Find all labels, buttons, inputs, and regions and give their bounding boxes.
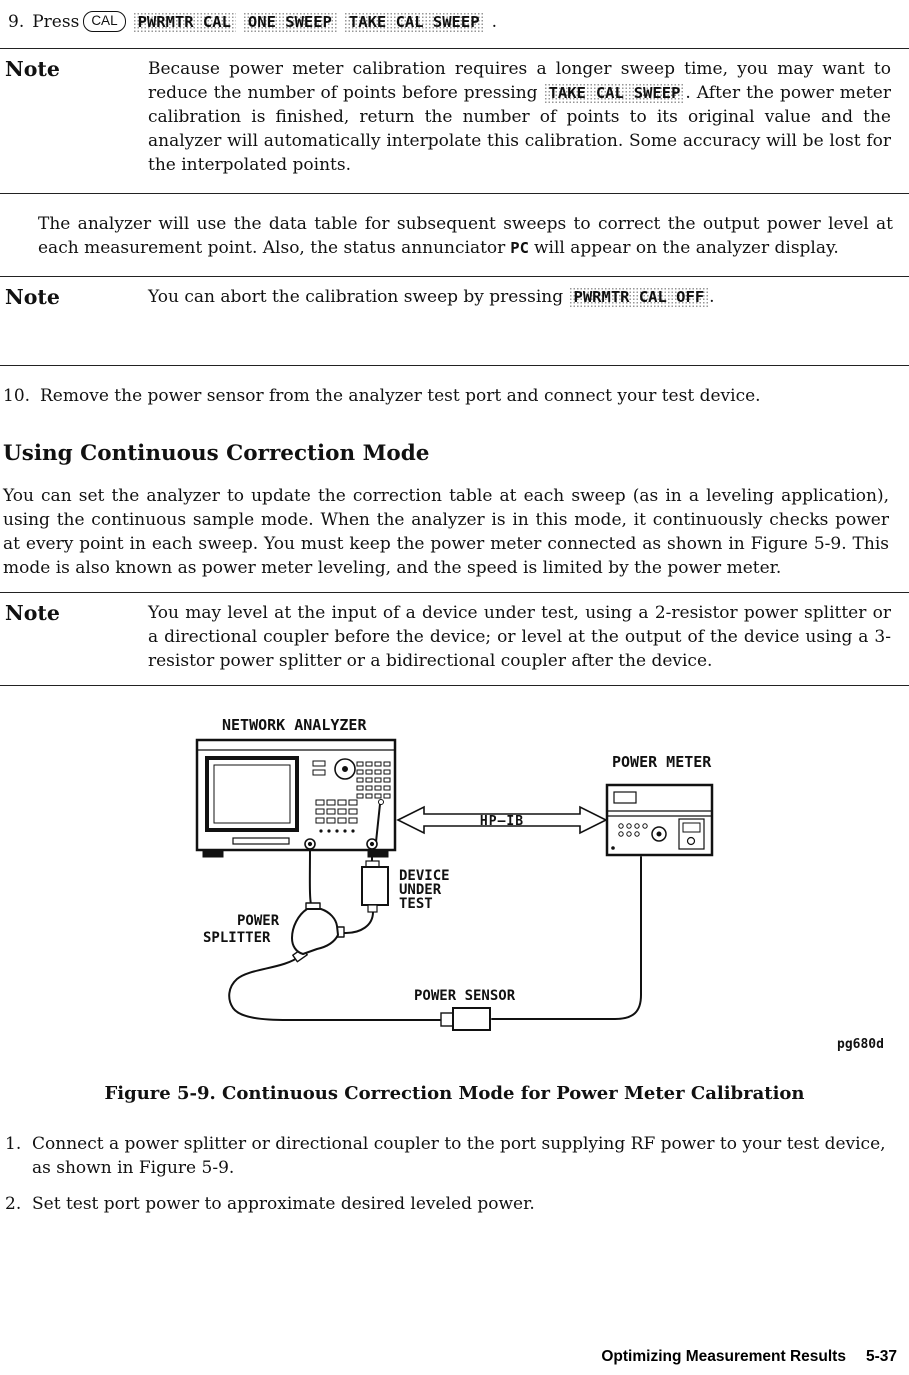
pc-annunciator-code: PC: [510, 239, 529, 257]
note-1-text-after: . After the power meter calibration is finished, return the number of points to its original value and the analyzer will automatically interpolate this calibration. Some accuracy will be lost for the interpolated points.: [148, 83, 891, 175]
hpib-arrow: [398, 807, 606, 833]
step-9: [8, 10, 897, 34]
softkey-one-sweep: ONE SWEEP: [243, 12, 337, 33]
divider: [0, 365, 909, 366]
softkey-take-cal-sweep: TAKE CAL SWEEP: [344, 12, 485, 33]
step-9-period: .: [491, 12, 497, 32]
divider: [0, 48, 909, 49]
power-meter-label: POWER METER: [612, 753, 712, 771]
note-block-2: [0, 285, 909, 309]
footer-chapter-title: Optimizing Measurement Results: [601, 1348, 846, 1365]
note-3-body: You may level at the input of a device under test, using a 2-resistor power splitter or a directional coupler before the device; or level at the output of the device using a 3-resistor power splitter or a bidirectional coupler after the device.: [148, 603, 891, 671]
note-1-label: Note: [5, 57, 60, 81]
note-2-body: [148, 285, 909, 309]
footer-page-number: 5-37: [865, 1348, 897, 1365]
note-block-1: [0, 57, 909, 177]
power-meter-drawing: [607, 785, 712, 855]
bottom-steps: [0, 1132, 909, 1216]
divider: [0, 685, 909, 686]
step-9-number: 9.: [8, 12, 25, 32]
step-10: [0, 384, 909, 408]
section-paragraph: You can set the analyzer to update the correction table at each sweep (as in a leveling application), using the continuous sample mode. When the analyzer is in this mode, it continuously checks power at every point in each sweep. You must keep the power meter connected as shown in Figure 5-9. This mode is also known as power meter leveling, and the speed is limited by the power meter.: [3, 486, 889, 578]
manual-page: [0, 10, 909, 1365]
cable-dut-to-splitter: [342, 912, 373, 933]
note-2-text-after: .: [709, 287, 715, 307]
power-splitter-drawing: [292, 903, 344, 962]
cable-port-to-splitter: [310, 850, 312, 908]
power-sensor-drawing: [441, 1008, 490, 1030]
paragraph-data-table-after: will appear on the analyzer display.: [533, 238, 839, 258]
note-block-3: [0, 601, 909, 673]
divider: [0, 592, 909, 593]
dut-label-line-3: TEST: [399, 896, 433, 912]
list-item-number: 2.: [5, 1194, 22, 1214]
power-sensor-label: POWER SENSOR: [414, 988, 516, 1004]
cable-splitter-to-sensor: [229, 956, 440, 1020]
paragraph-data-table: [38, 212, 893, 260]
network-analyzer-drawing: [197, 740, 395, 857]
paragraph-data-table-before: The analyzer will use the data table for subsequent sweeps to correct the output power level at each measurement point. Also, the status annunciator: [38, 214, 893, 258]
hpib-label: HP—IB: [479, 814, 525, 829]
softkey-take-cal-sweep-note: TAKE CAL SWEEP: [544, 83, 686, 104]
network-analyzer-label: NETWORK ANALYZER: [222, 716, 367, 734]
power-splitter-label-line-1: POWER: [237, 913, 280, 929]
figure-caption: Figure 5-9. Continuous Correction Mode for Power Meter Calibration: [104, 1083, 805, 1104]
figure-5-9: [0, 712, 909, 1064]
note-1-body: [148, 57, 909, 177]
section-heading: Using Continuous Correction Mode: [3, 441, 430, 466]
softkey-pwrmtr-cal: PWRMTR CAL: [133, 12, 236, 33]
list-item: [0, 1132, 909, 1180]
step-9-press-label: Press: [32, 12, 80, 32]
softkey-pwrmtr-cal-off: PWRMTR CAL OFF: [569, 287, 710, 308]
figure-id-label: pg680d: [837, 1037, 884, 1052]
page-footer: [601, 1345, 897, 1369]
divider: [0, 193, 909, 194]
list-item-number: 1.: [5, 1134, 22, 1154]
note-3-label: Note: [5, 601, 60, 625]
dut-label-line-2: UNDER: [399, 882, 442, 898]
device-under-test-drawing: [362, 850, 388, 912]
note-2-text-before: You can abort the calibration sweep by pressing: [148, 287, 564, 307]
figure-5-9-diagram: [0, 712, 909, 1064]
list-item-text: Connect a power splitter or directional coupler to the port supplying RF power to your test device, as shown in Figure 5-9.: [32, 1134, 886, 1178]
list-item-text: Set test port power to approximate desired leveled power.: [32, 1194, 535, 1214]
cal-hardkey: CAL: [83, 11, 125, 32]
step-10-text: Remove the power sensor from the analyzer test port and connect your test device.: [40, 386, 761, 406]
note-2-label: Note: [5, 285, 60, 309]
divider: [0, 276, 909, 277]
step-10-number: 10.: [3, 386, 31, 406]
list-item: [0, 1192, 909, 1216]
note-1-text-before: Because power meter calibration requires a longer sweep time, you may want to reduce the number of points before pressing: [148, 59, 891, 103]
dut-label-line-1: DEVICE: [399, 868, 450, 884]
power-splitter-label-line-2: SPLITTER: [203, 930, 271, 946]
